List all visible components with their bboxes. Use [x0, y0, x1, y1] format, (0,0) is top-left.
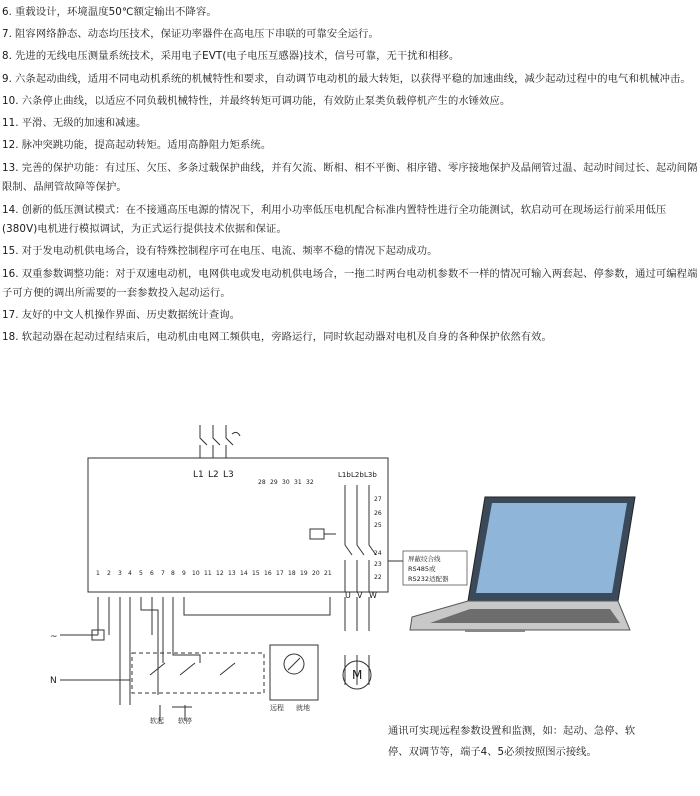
soft-stop-label: 软停: [178, 717, 192, 725]
wiring-diagram: [0, 405, 700, 725]
upper-terminal: 30: [282, 479, 290, 486]
right-terminal: 22: [374, 574, 382, 581]
bottom-terminal: 10: [192, 570, 200, 577]
bypass-input-label: L3b: [364, 471, 377, 479]
bottom-terminal: 20: [312, 570, 320, 577]
bottom-terminal: 5: [139, 570, 143, 577]
feature-item: 10. 六条停止曲线，以适应不同负载机械特性，并最终转矩可调功能，有效防止泵类负载停机产生的水锤效应。: [2, 95, 511, 107]
upper-terminal: 29: [270, 479, 278, 486]
feature-list: [2, 4, 698, 351]
bottom-terminal: 13: [228, 570, 236, 577]
right-terminal: 27: [374, 496, 382, 503]
output-label: W: [369, 591, 377, 600]
bottom-terminal: 17: [276, 570, 284, 577]
bottom-terminal: 15: [252, 570, 260, 577]
feature-item: 13. 完善的保护功能：有过压、欠压、多条过载保护曲线，并有欠流、断相、相不平衡、相序错、零序接地保护及晶闸管过温、起动时间过长、起动间隔限制、晶闸管故障等保护。: [2, 162, 698, 193]
bottom-terminal: 14: [240, 570, 248, 577]
neutral-label: N: [50, 676, 57, 686]
supply-phase-label: ~: [50, 632, 58, 642]
bypass-input-label: L1b: [338, 471, 351, 479]
feature-item: 7. 阻容网络静态、动态均压技术，保证功率器件在高电压下串联的可靠安全运行。: [2, 28, 379, 40]
upper-terminal: 31: [294, 479, 302, 486]
rs-cable-callout: [403, 551, 467, 585]
upper-terminal: 28: [258, 479, 266, 486]
motor-label: M: [352, 668, 363, 682]
local-label: 就地: [296, 704, 310, 712]
feature-item: 18. 软起动器在起动过程结束后，电动机由电网工频供电，旁路运行，同时软起动器对电机及自身的各种保护依然有效。: [2, 331, 552, 343]
right-terminal: 23: [374, 561, 382, 568]
line-input-label: L1: [193, 470, 204, 480]
feature-item: 17. 友好的中文人机操作界面、历史数据统计查询。: [2, 309, 241, 321]
wiring-note: 通讯可实现远程参数设置和监测，如：起动、急停、软停、双调节等，端子4、5必须按照图示接线。: [388, 725, 636, 758]
bottom-terminal: 7: [161, 570, 165, 577]
bottom-terminal: 4: [128, 570, 132, 577]
feature-item: 11. 平滑、无级的加速和减速。: [2, 117, 147, 129]
cable-line1: RS485或: [408, 565, 436, 573]
soft-start-label: 软起: [150, 717, 164, 725]
feature-item: 8. 先进的无线电压测量系统技术，采用电子EVT(电子电压互感器)技术，信号可靠，无干扰和相移。: [2, 50, 460, 62]
right-terminal: 25: [374, 522, 382, 529]
bypass-input-label: L2b: [351, 471, 364, 479]
right-terminal: 24: [374, 550, 382, 557]
output-label: V: [357, 591, 363, 600]
line-input-label: L3: [223, 470, 234, 480]
upper-terminal: 32: [306, 479, 314, 486]
feature-item: 14. 创新的低压测试模式：在不接通高压电源的情况下，利用小功率低压电机配合标准内置特性进行全功能测试，软启动可在现场运行前采用低压(380V)电机进行模拟调试，为正式运行提供技术依据和保证。: [2, 204, 667, 235]
feature-item: 6. 重载设计，环境温度50℃额定输出不降容。: [2, 6, 217, 18]
bottom-terminal: 1: [96, 570, 100, 577]
bottom-terminal: 19: [300, 570, 308, 577]
bottom-terminal: 3: [118, 570, 122, 577]
cable-title: 屏蔽绞合线: [408, 555, 441, 563]
bottom-terminal: 21: [324, 570, 332, 577]
remote-label: 远程: [270, 704, 284, 712]
output-label: U: [345, 591, 351, 600]
bottom-terminal: 2: [107, 570, 111, 577]
bottom-terminal: 16: [264, 570, 272, 577]
bottom-terminal: 18: [288, 570, 296, 577]
bottom-terminal: 6: [150, 570, 154, 577]
bottom-terminal: 11: [204, 570, 212, 577]
feature-item: 12. 脉冲突跳功能，提高起动转矩。适用高静阻力矩系统。: [2, 139, 272, 151]
feature-item: 16. 双重参数调整功能：对于双速电动机，电网供电或发电动机供电场合，一拖二时两台电动机参数不一样的情况可输入两套起、停参数，通过可编程端子可方便的调出所需要的一套参数投入起动运行。: [2, 268, 698, 299]
right-terminal: 26: [374, 510, 382, 517]
bottom-terminal: 8: [171, 570, 175, 577]
bottom-terminal: 12: [216, 570, 224, 577]
cable-line2: RS232适配器: [408, 575, 449, 583]
feature-item: 15. 对于发电动机供电场合，设有特殊控制程序可在电压、电流、频率不稳的情况下起动成功。: [2, 245, 438, 257]
line-input-label: L2: [208, 470, 219, 480]
bottom-terminal: 9: [182, 570, 186, 577]
feature-item: 9. 六条起动曲线，适用不同电动机系统的机械特性和要求，自动调节电动机的最大转矩，以获得平稳的加速曲线，减少起动过程中的电气和机械冲击。: [2, 73, 691, 85]
